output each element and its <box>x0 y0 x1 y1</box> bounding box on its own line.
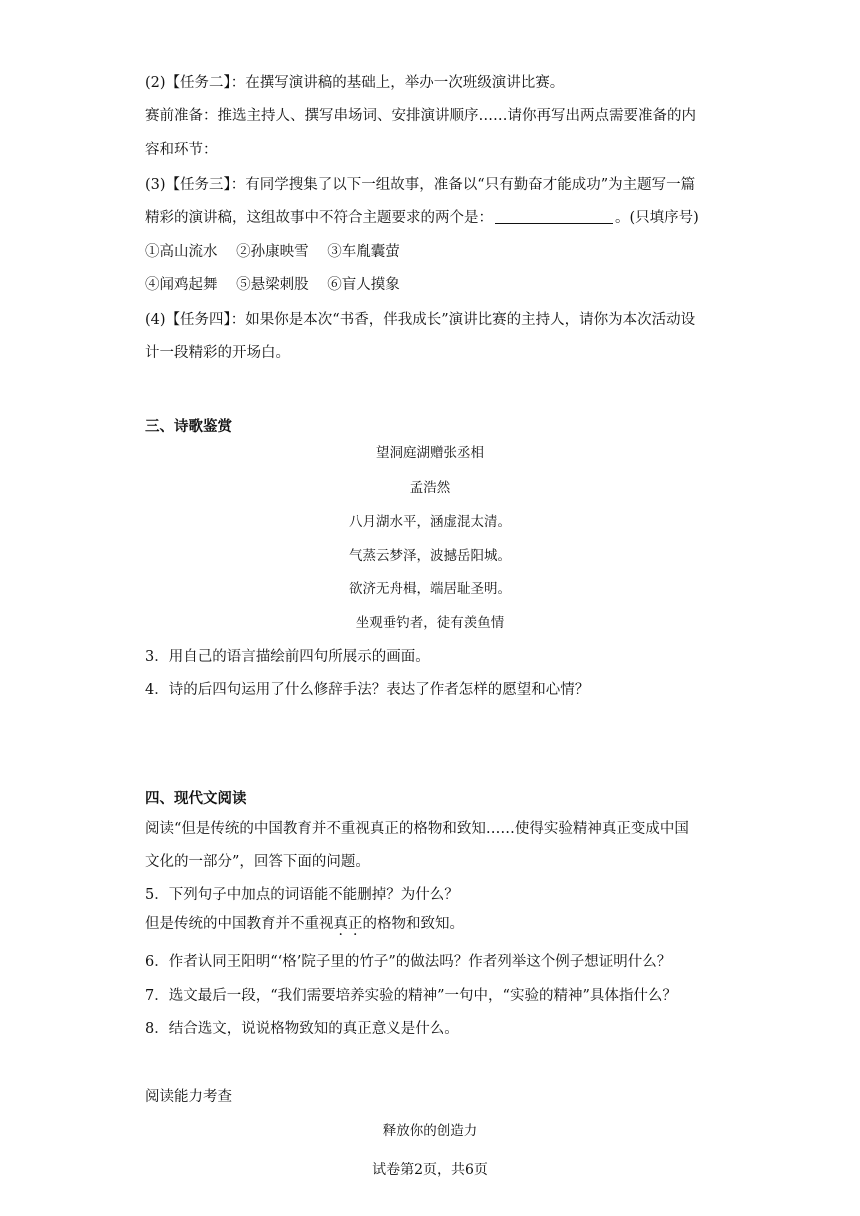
poem-line-1: 八月湖水平，涵虚混太清。 <box>349 514 511 530</box>
option-2: ②孙康映雪 <box>236 244 309 260</box>
question-4: 4．诗的后四句运用了什么修辞手法？表达了作者怎样的愿望和心情？ <box>145 682 590 698</box>
task4-line1: (4)【任务四】：如果你是本次“书香，伴我成长”演讲比赛的主持人，请你为本次活动设 <box>145 312 696 328</box>
article-title: 释放你的创造力 <box>382 1123 478 1139</box>
poem-title: 望洞庭湖赠张丞相 <box>376 445 484 461</box>
page-number: 试卷第2页，共6页 <box>372 1162 488 1178</box>
section4-heading: 四、现代文阅读 <box>145 790 247 807</box>
question-5: 5．下列句子中加点的词语能不能删掉？为什么？ <box>145 887 459 903</box>
reading-ability-label: 阅读能力考查 <box>145 1089 232 1105</box>
task3-line2-suffix: 。(只填序号) <box>615 210 699 226</box>
sentence-before: 但是传统的中国教育并不重视 <box>145 916 334 932</box>
section4-intro-line2: 文化的一部分”，回答下面的问题。 <box>145 854 370 870</box>
section3-heading: 三、诗歌鉴赏 <box>145 418 232 435</box>
dotted-char-2: 正 <box>348 916 363 932</box>
task2-line2: 赛前准备：推选主持人、撰写串场词、安排演讲顺序……请你再写出两点需要准备的内 <box>145 108 696 124</box>
poem-line-4: 坐观垂钓者，徒有羡鱼情 <box>355 615 505 631</box>
task3-line2-text: 精彩的演讲稿，这组故事中不符合主题要求的两个是： <box>145 210 493 226</box>
option-6: ⑥盲人摸象 <box>327 277 400 293</box>
task2-line3: 容和环节： <box>145 142 218 158</box>
poem-line-3: 欲济无舟楫，端居耻圣明。 <box>349 581 511 597</box>
answer-blank[interactable] <box>495 209 613 224</box>
question-6: 6．作者认同王阳明“‘格’院子里的竹子”的做法吗？作者列举这个例子想证明什么？ <box>145 954 672 970</box>
option-1: ①高山流水 <box>145 244 218 260</box>
sentence-after: 的格物和致知。 <box>362 916 464 932</box>
question-3: 3．用自己的语言描绘前四句所展示的画面。 <box>145 649 430 665</box>
poem-line-2: 气蒸云梦泽，波撼岳阳城。 <box>349 548 511 564</box>
task2-line1: (2)【任务二】：在撰写演讲稿的基础上，举办一次班级演讲比赛。 <box>145 75 565 91</box>
task3-options-row1 <box>145 242 400 262</box>
task4-line2: 计一段精彩的开场白。 <box>145 345 290 361</box>
option-4: ④闻鸡起舞 <box>145 277 218 293</box>
poem-author: 孟浩然 <box>409 480 451 496</box>
option-3: ③车胤囊萤 <box>327 244 400 260</box>
option-5: ⑤悬梁刺股 <box>236 277 309 293</box>
section4-intro-line1: 阅读“但是传统的中国教育并不重视真正的格物和致知……使得实验精神真正变成中国 <box>145 821 689 837</box>
task3-line1: (3)【任务三】：有同学搜集了以下一组故事，准备以“只有勤奋才能成功”为主题写一篇 <box>145 177 696 193</box>
question-8: 8．结合选文，说说格物致知的真正意义是什么。 <box>145 1021 459 1037</box>
task3-line2 <box>145 208 699 228</box>
dotted-char-1: 真 <box>333 916 348 932</box>
task3-options-row2 <box>145 275 400 295</box>
question-5-sentence <box>145 914 464 934</box>
question-7: 7．选文最后一段，“我们需要培养实验的精神”一句中，“实验的精神”具体指什么？ <box>145 988 677 1004</box>
